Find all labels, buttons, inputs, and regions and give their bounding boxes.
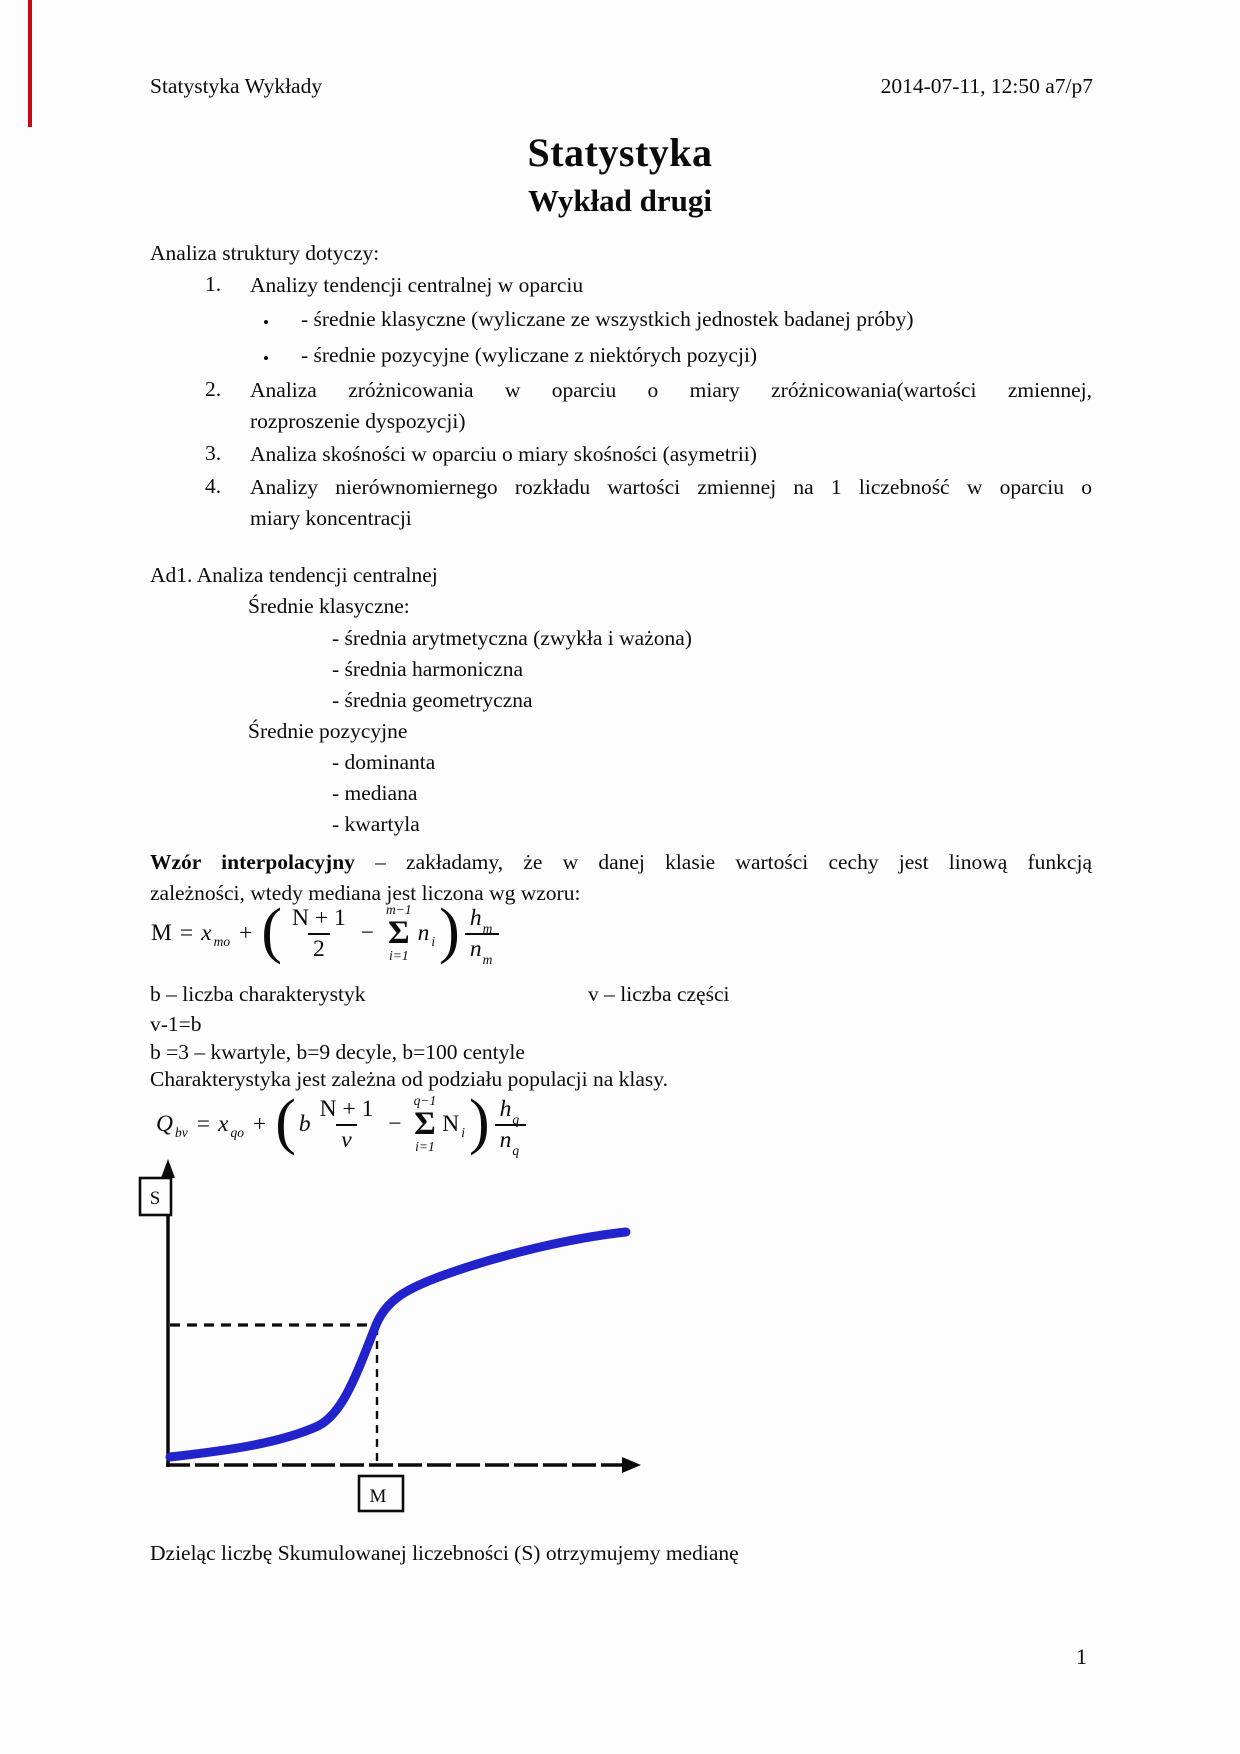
footer-sentence: Dzieląc liczbę Skumulowanej liczebności (S) otrzymujemy medianę — [150, 1541, 739, 1565]
document-title: Statystyka — [527, 130, 713, 175]
klasyczne-item: - średnia harmoniczna — [332, 657, 524, 681]
x-axis-arrow-icon — [622, 1457, 641, 1473]
ad1-heading: Ad1. Analiza tendencji centralnej — [150, 563, 438, 587]
bullet-item-1: - średnie klasyczne (wyliczane ze wszystkich jednostek badanej próby) — [301, 307, 914, 331]
list-item-2-line1: Analiza zróżnicowania w oparciu o miary zróżnicowania(wartości zmiennej, — [250, 378, 1092, 402]
fraction-hq-nq: $\frac{h_q}{n_q}$ — [495, 1095, 527, 1155]
note-b3: b =3 – kwartyle, b=9 decyle, b=100 centyle — [150, 1040, 525, 1064]
page-number: 1 — [1076, 1644, 1087, 1669]
pozycyjne-item: - kwartyla — [332, 812, 420, 836]
median-interpolation-formula: M = x mo + ( $\frac{N + 1}{2}$ − m−1 Σ i=1 n i ) $\frac{h_m}{n_m}$ — [150, 903, 502, 964]
list-item-1: Analizy tendencji centralnej w oparciu — [250, 273, 584, 297]
fraction-hm-nm: $\frac{h_m}{n_m}$ — [465, 904, 500, 964]
formula-lhs: M — [151, 920, 172, 947]
list-item-4-line1: Analizy nierównomiernego rozkładu wartości zmiennej na 1 liczebność w oparciu o — [250, 475, 1092, 499]
klasyczne-item: - średnia geometryczna — [332, 688, 533, 712]
wzor-line1-rest: – zakładamy, że w danej klasie wartości cechy jest linową funkcją — [354, 850, 1092, 874]
klasyczne-item: - średnia arytmetyczna (zwykła i ważona) — [332, 626, 692, 650]
bullet-icon: • — [263, 313, 269, 332]
klasyczne-label: Średnie klasyczne: — [248, 594, 410, 618]
quantile-formula: Q bv = x qo + ( b $\frac{N + 1}{v}$ − q−1 Σ i=1 N i ) $\frac{h_q}{n_q}$ — [155, 1094, 529, 1155]
note-v1b: v-1=b — [150, 1012, 202, 1036]
header-right-datestamp: 2014-07-11, 12:50 a7/p7 — [880, 74, 1093, 98]
pozycyjne-label: Średnie pozycyjne — [248, 719, 408, 743]
summation-symbol: m−1 Σ i=1 — [386, 902, 412, 964]
intro-lead: Analiza struktury dotyczy: — [150, 241, 380, 265]
list-item-2-line2: rozproszenie dyspozycji) — [250, 409, 466, 433]
scan-red-margin-mark — [28, 0, 32, 127]
list-item-3: Analiza skośności w oparciu o miary skośności (asymetrii) — [250, 442, 757, 466]
list-number-1: 1. — [205, 272, 222, 296]
m-label: M — [369, 1486, 387, 1507]
page-header — [150, 74, 1093, 99]
note-b-definition: b – liczba charakterystyk — [150, 982, 366, 1006]
summation-symbol: q−1 Σ i=1 — [413, 1093, 437, 1155]
open-paren: ( — [275, 1088, 296, 1157]
ogive-median-chart — [128, 1158, 648, 1526]
list-number-3: 3. — [205, 441, 222, 465]
list-number-2: 2. — [205, 377, 222, 401]
note-v-definition: v – liczba części — [588, 982, 730, 1006]
open-paren: ( — [261, 897, 283, 966]
wzor-bold-term: Wzór interpolacyjny — [150, 850, 355, 874]
close-paren: ) — [468, 1088, 490, 1157]
note-charakterystyka: Charakterystyka jest zależna od podziału populacji na klasy. — [150, 1067, 669, 1091]
close-paren: ) — [439, 897, 460, 966]
bullet-item-2: - średnie pozycyjne (wyliczane z niektórych pozycji) — [301, 343, 758, 367]
ogive-curve — [170, 1232, 626, 1457]
header-left-title: Statystyka Wykłady — [150, 74, 323, 98]
y-axis-arrow-icon — [161, 1159, 175, 1178]
fraction-N1-2: $\frac{N + 1}{2}$ — [287, 904, 351, 964]
s-label: S — [149, 1188, 161, 1209]
pozycyjne-item: - dominanta — [332, 750, 436, 774]
wzor-paragraph-line2: zależności, wtedy mediana jest liczona wg wzoru: — [150, 881, 581, 905]
pozycyjne-item: - mediana — [332, 781, 418, 805]
wzor-paragraph-line1 — [150, 849, 1092, 876]
list-item-4-line2: miary koncentracji — [250, 506, 412, 530]
fraction-N1-v: $\frac{N + 1}{v}$ — [315, 1095, 379, 1155]
list-number-4: 4. — [205, 474, 222, 498]
document-subtitle: Wykład drugi — [527, 183, 713, 218]
bullet-icon: • — [263, 349, 269, 368]
